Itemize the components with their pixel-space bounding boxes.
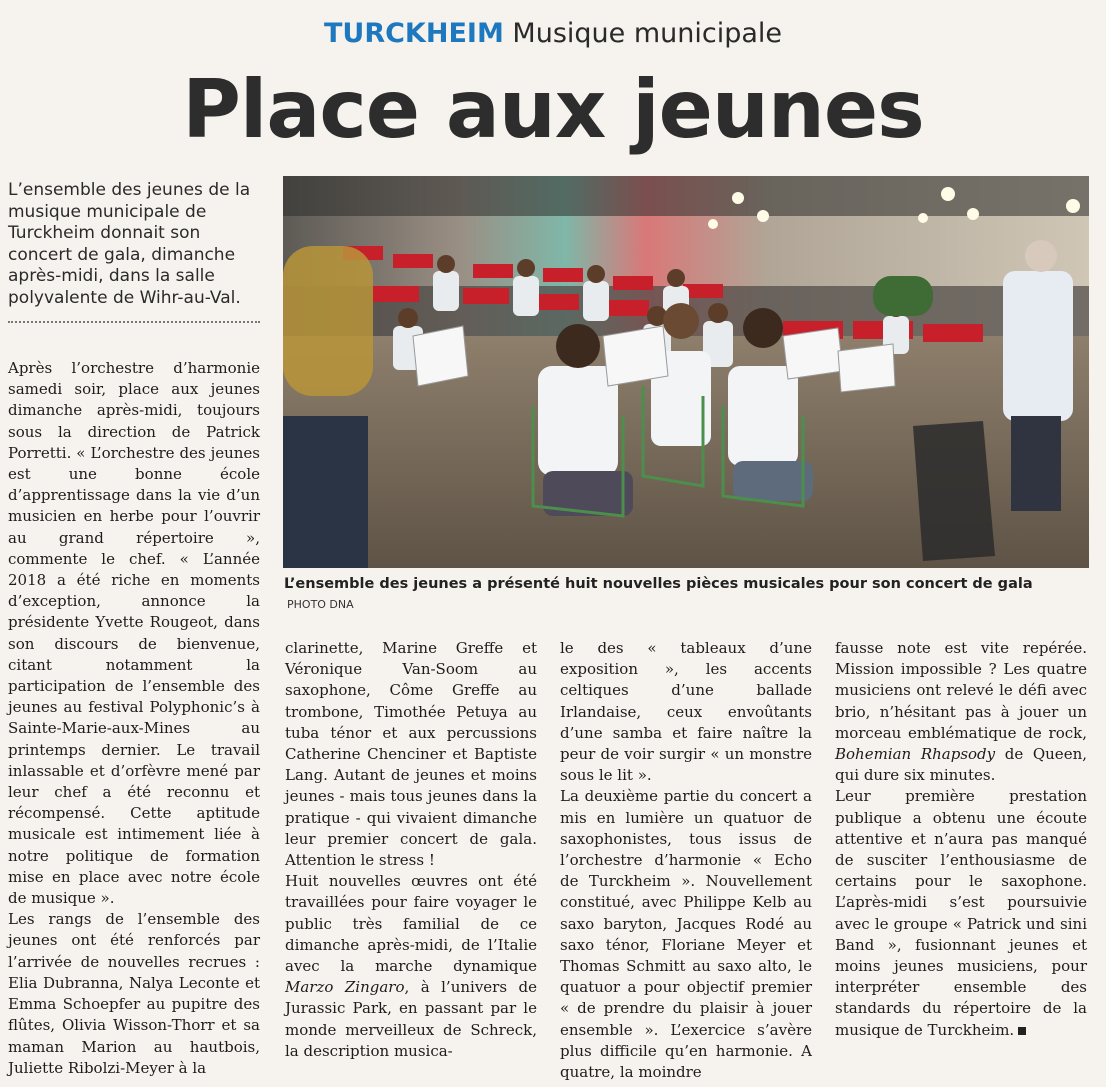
chapo: L’ensemble des jeunes de la musique municipale de Turckheim donnait son concert de gala, dimanche après-midi, dans la salle polyvalente de Wihr-au-Val.: [8, 180, 251, 308]
concert-photo: [283, 176, 1089, 568]
article-paragraph: La deuxième partie du concert a mis en lumière un quatuor de saxophonistes, tous issus de l’orchestre d’harmonie « Echo de Turckheim ». Nouvellement constitué, avec Philippe Kelb au saxo baryton, Jacques Rodé au saxo ténor, Floriane Meyer et Thomas Schmitt au saxo alto, le quatuor a pour objectif premier « de prendre du plaisir à jouer ensemble ». L’exercice s’avère plus difficile qu’en harmonie. A quatre, la moindre: [560, 787, 812, 1082]
article-paragraph: Les rangs de l’ensemble des jeunes ont été renforcés par l’arrivée de nouvelles recrues : Elia Dubranna, Nalya Leconte et Emma Schoepfer au pupitre des flûtes, Olivia Wisson-Thorr et sa maman Marion au hautbois, Juliette Ribolzi-Meyer à la: [8, 910, 260, 1077]
italic-title: Bohemian Rhapsody: [835, 745, 996, 764]
article-paragraph: Après l’orchestre d’harmonie samedi soir, place aux jeunes dimanche après-midi, toujours sous la direction de Patrick Porretti. « L’orchestre des jeunes est une bonne école d’apprentissage dans la vie d’un musicien en herbe pour l’ouvrir au grand répertoire », commente le chef. « L’année 2018 a été riche en moments d’exception, annonce la présidente Yvette Rougeot, dans son discours de bienvenue, citant notamment la participation de l’ensemble des jeunes au festival Polyphonic’s à Sainte-Marie-aux-Mines au printemps dernier. Le travail inlassable et d’orfèvre mené par leur chef a été reconnu et récompensé. Cette aptitude musicale est intimement liée à notre politique de formation mise en place avec notre école de musique ».: [8, 359, 260, 908]
article-paragraph: clarinette, Marine Greffe et Véronique Van-Soom au saxophone, Côme Greffe au trombone, Timothée Petuya au tuba ténor et aux percussions Catherine Chenciner et Baptiste Lang. Autant de jeunes et moins jeunes - mais tous jeunes dans la pratique - qui vivaient dimanche leur premier concert de gala. Attention le stress !: [285, 639, 537, 870]
kicker-town: TURCKHEIM: [323, 18, 504, 49]
headline: Place aux jeunes: [182, 63, 924, 156]
article-column-3: [560, 638, 812, 1083]
kicker: [0, 14, 1106, 54]
article-column-2: [285, 638, 537, 1062]
photo-caption: L’ensemble des jeunes a présenté huit nouvelles pièces musicales pour son concert de gala: [284, 576, 1033, 592]
article-paragraph: Huit nouvelles œuvres ont été travaillées pour faire voyager le public très familial de ce dimanche après-midi, de l’Italie avec la marche dynamique Marzo Zingaro, à l’univers de Jurassic Park, en passant par le monde merveilleux de Schreck, la description musica-: [285, 872, 537, 1060]
article-paragraph: fausse note est vite repérée. Mission impossible ? Les quatre musiciens ont relevé le défi avec brio, n’hésitant pas à jouer un morceau emblématique de rock, Bohemian Rhapsody de Queen, qui dure six minutes.: [835, 639, 1087, 785]
article-paragraph-text: Leur première prestation publique a obtenu une écoute attentive et n’aura pas manqué de susciter l’enthousiasme de certains pour le saxophone. L’après-midi s’est poursuivie avec le groupe « Patrick und sini Band », fusionnant jeunes et moins jeunes musiciens, pour interpréter ensemble des standards du répertoire de la musique de Turckheim.: [835, 787, 1087, 1039]
article-column-1: [8, 358, 260, 1079]
photo-credit: PHOTO DNA: [287, 598, 354, 611]
article-column-4: [835, 638, 1087, 1041]
concert-photo-illustration: [283, 176, 1089, 568]
end-of-article-mark: [1018, 1027, 1026, 1035]
kicker-section: Musique municipale: [512, 18, 782, 49]
dotted-divider: [8, 321, 260, 323]
article-paragraph: le des « tableaux d’une exposition », les accents celtiques d’une ballade Irlandaise, ceux envoûtants d’une samba et faire naître la peur de voir surgir « un monstre sous le lit ».: [560, 639, 812, 785]
italic-title: Marzo Zingaro: [285, 978, 405, 997]
article-paragraph: [835, 786, 1087, 1040]
